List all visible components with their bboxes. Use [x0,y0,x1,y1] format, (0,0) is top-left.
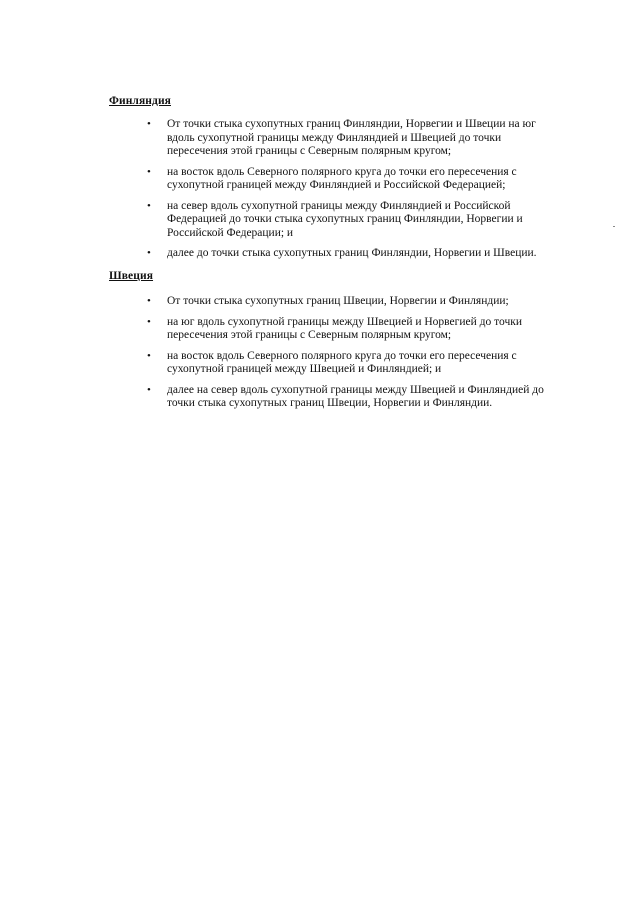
scan-speck [613,226,615,227]
list-item [140,200,560,241]
list-item-text: на юг вдоль сухопутной границы между Швецией и Норвегией до точки пересечения этой границы с Северным полярным кругом; [167,315,522,341]
bullet-icon: • [147,118,151,130]
list-item [140,247,560,261]
list-item-text: на север вдоль сухопутной границы между Финляндией и Российской Федерацией до точки стыка сухопутных границ Финляндии, Норвегии и Российской Федерации; и [167,199,523,239]
bullet-icon: • [147,295,151,307]
list-item-text: От точки стыка сухопутных границ Финляндии, Норвегии и Швеции на юг вдоль сухопутной границы между Финляндией и Швецией до точки пересечения этой границы с Северным полярным кругом; [167,118,536,157]
bullet-icon: • [147,247,151,259]
bullet-icon: • [147,165,151,178]
section-heading-sweden: Швеция [109,270,154,282]
list-item [140,118,560,159]
list-item-text: далее до точки стыка сухопутных границ Финляндии, Норвегии и Швеции. [167,247,537,259]
list-item-text: далее на север вдоль сухопутной границы между Швецией и Финляндией до точки стыка сухопутных границ Швеции, Норвегии и Финляндии. [167,383,544,409]
bullet-icon: • [147,349,151,362]
list-item [140,295,560,309]
list-item-text: От точки стыка сухопутных границ Швеции, Норвегии и Финляндии; [167,295,509,307]
list-item [140,384,560,411]
section-heading-finland: Финляндия [109,95,171,107]
bullet-icon: • [147,383,151,396]
bullet-icon: • [147,315,151,328]
list-item [140,166,560,193]
list-item [140,350,560,377]
bullet-icon: • [147,199,151,212]
bullet-list-finland [140,118,560,268]
list-item-text: на восток вдоль Северного полярного круга до точки его пересечения с сухопутной границей между Финляндией и Российской Федерацией; [167,165,517,191]
bullet-list-sweden [140,295,560,418]
list-item-text: на восток вдоль Северного полярного круга до точки его пересечения с сухопутной границей между Швецией и Финляндией; и [167,349,517,375]
list-item [140,316,560,343]
